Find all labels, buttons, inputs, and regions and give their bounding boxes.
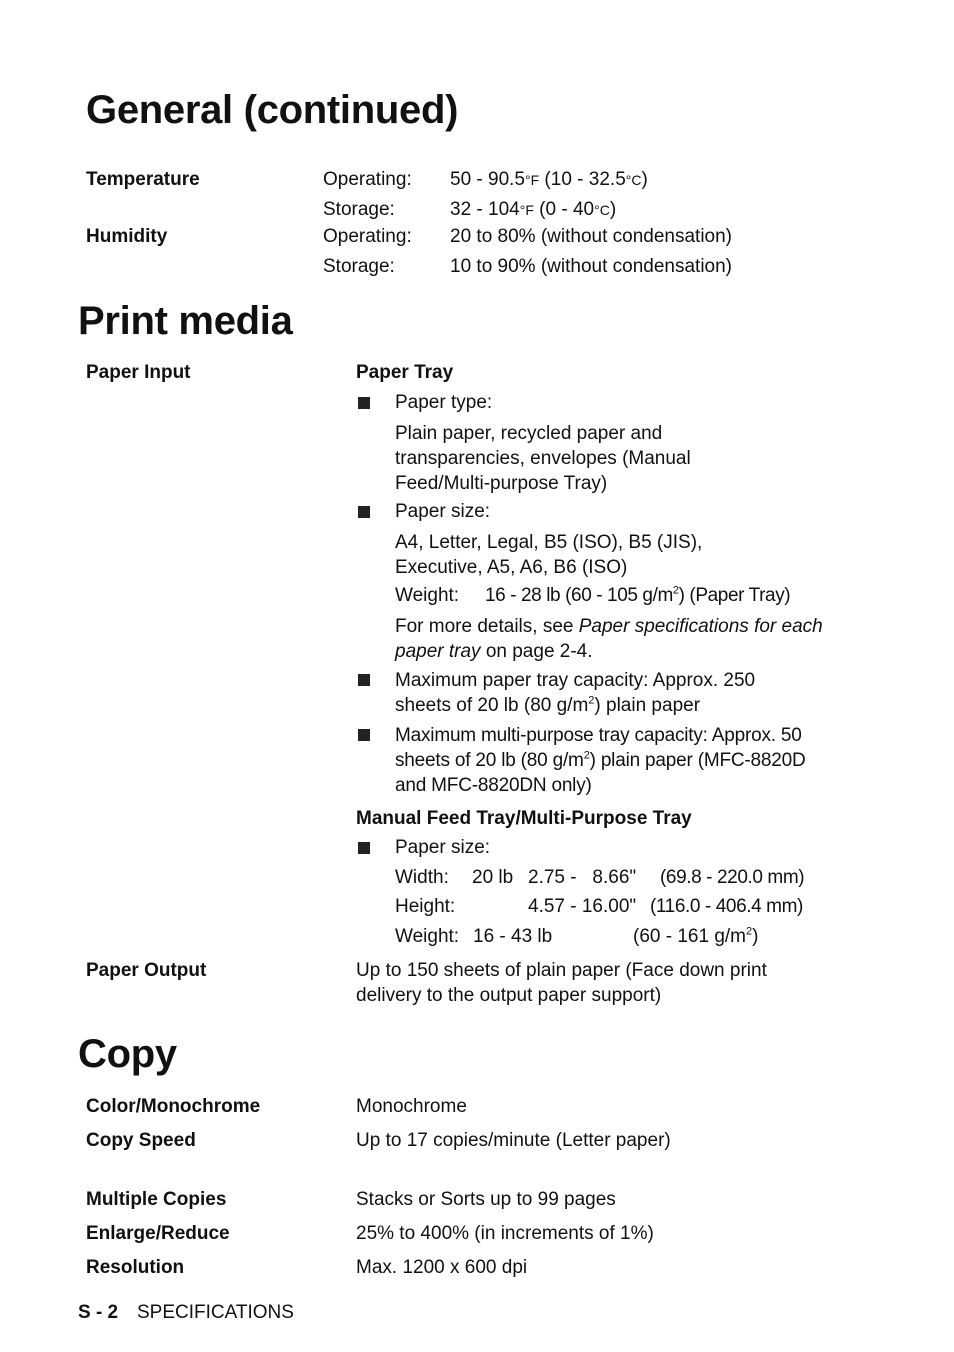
manual-weight-lb: 16 - 43 lb [473, 926, 553, 947]
paper-tray-weight-label: Weight: [395, 585, 460, 606]
humidity-operating-value: 20 to 80% (without condensation) [450, 226, 733, 247]
bullet-icon [358, 397, 370, 409]
section-title-print-media: Print media [78, 299, 293, 343]
humidity-operating-label: Operating: [323, 226, 412, 247]
multiple-copies-value: Stacks or Sorts up to 99 pages [356, 1189, 616, 1210]
height-inches: 4.57 - 16.00" [528, 896, 637, 917]
paper-output-value: Up to 150 sheets of plain paper (Face down print delivery to the output paper support) [356, 960, 767, 1006]
bullet-icon [358, 674, 370, 686]
paper-output-label: Paper Output [86, 960, 207, 981]
bullet-icon [358, 729, 370, 741]
color-monochrome-label: Color/Monochrome [86, 1096, 261, 1117]
section-title-copy: Copy [78, 1032, 177, 1076]
resolution-label: Resolution [86, 1257, 185, 1278]
height-label: Height: [395, 896, 456, 917]
page-number: S - 2 [78, 1302, 119, 1323]
paper-size-label: Paper size: [395, 501, 491, 522]
enlarge-reduce-label: Enlarge/Reduce [86, 1223, 230, 1244]
paper-type-label: Paper type: [395, 392, 493, 413]
color-monochrome-value: Monochrome [356, 1096, 467, 1117]
paper-type-value: Plain paper, recycled paper and transparencies, envelopes (Manual Feed/Multi-purpose Tray) [395, 423, 691, 494]
paper-size-value: A4, Letter, Legal, B5 (ISO), B5 (JIS), Executive, A5, A6, B6 (ISO) [395, 532, 703, 578]
humidity-storage-value: 10 to 90% (without condensation) [450, 256, 733, 277]
paper-specifications-reference: Paper specifications for each paper tray [395, 616, 823, 662]
width-inches: 2.75 - 8.66" [528, 867, 637, 888]
manual-feed-heading: Manual Feed Tray/Multi-Purpose Tray [356, 808, 692, 829]
enlarge-reduce-value: 25% to 400% (in increments of 1%) [356, 1223, 654, 1244]
temperature-label: Temperature [86, 169, 200, 190]
humidity-label: Humidity [86, 226, 168, 247]
max-tray-capacity: Maximum paper tray capacity: Approx. 250 sheets of 20 lb (80 $g/m^2$) plain paper [395, 670, 756, 716]
temperature-operating-value: 50 - 90.5°F (10 - 32.5°C) [450, 169, 648, 190]
max-multi-purpose-capacity: Maximum multi-purpose tray capacity: Approx. 50 sheets of 20 lb (80 $g/m^2$) plain paper (MFC-8820D and MFC-8820DN only) [395, 725, 806, 796]
multiple-copies-label: Multiple Copies [86, 1189, 227, 1210]
humidity-storage-label: Storage: [323, 256, 395, 277]
height-mm: (116.0 - 406.4 mm) [650, 896, 803, 917]
width-weight: 20 lb [472, 867, 514, 888]
section-title-general: General (continued) [86, 88, 459, 132]
resolution-value: Max. 1200 x 600 dpi [356, 1257, 528, 1278]
copy-speed-label: Copy Speed [86, 1130, 196, 1151]
bullet-icon [358, 506, 370, 518]
manual-weight-gsm: (60 - 161 $g/m^2$) [633, 925, 759, 947]
temperature-storage-value: 32 - 104°F (0 - 40°C) [450, 199, 617, 220]
paper-tray-weight-value: 16 - 28 lb (60 - 105 $g/m^2$) (Paper Tray) [485, 584, 791, 606]
copy-speed-value: Up to 17 copies/minute (Letter paper) [356, 1130, 671, 1151]
manual-paper-size-label: Paper size: [395, 837, 491, 858]
footer-section-name: SPECIFICATIONS [137, 1302, 294, 1323]
temperature-operating-label: Operating: [323, 169, 412, 190]
paper-tray-heading: Paper Tray [356, 362, 454, 383]
paper-details-note: For more details, see Paper specifications for each paper tray on page 2-4. [395, 616, 823, 662]
bullet-icon [358, 842, 370, 854]
paper-input-label: Paper Input [86, 362, 191, 383]
manual-weight-label: Weight: [395, 926, 460, 947]
width-mm: (69.8 - 220.0 mm) [660, 867, 805, 888]
temperature-storage-label: Storage: [323, 199, 395, 220]
width-label: Width: [395, 867, 449, 888]
